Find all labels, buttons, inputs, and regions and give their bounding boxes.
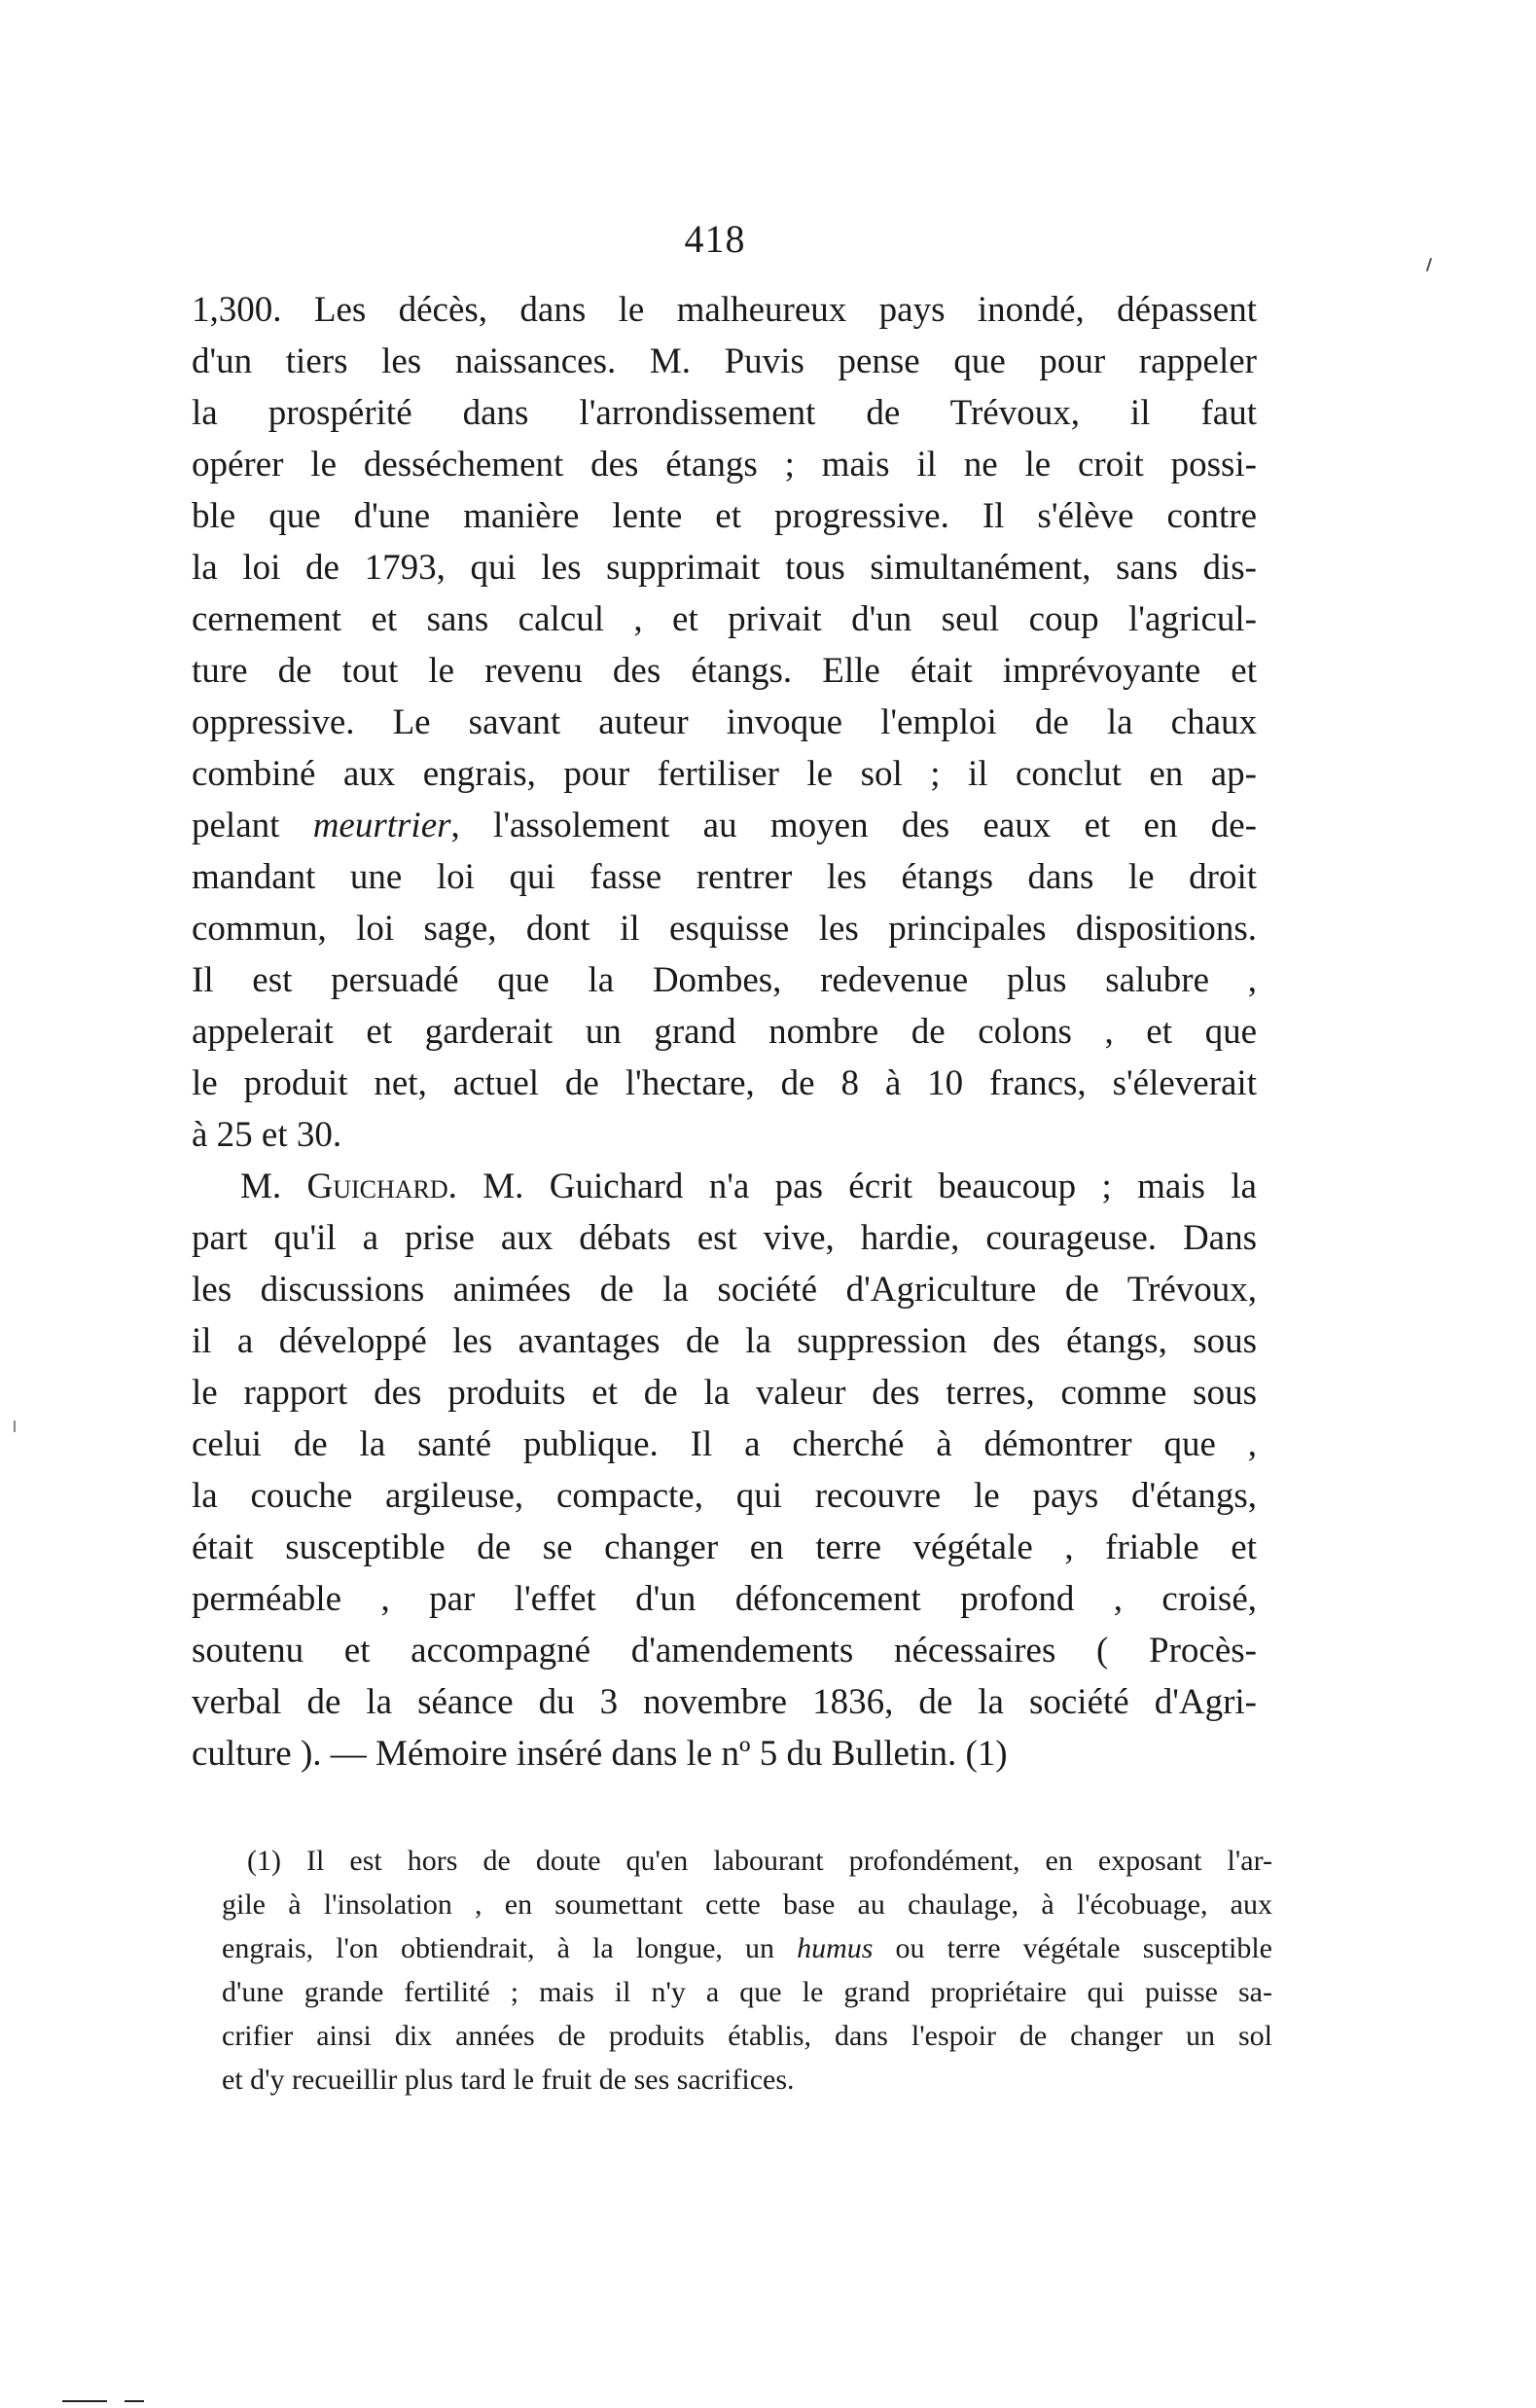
- text-line: celui de la santé publique. Il a cherché à démontrer que ,: [192, 1424, 1257, 1464]
- text-line: à 25 et 30.: [192, 1115, 342, 1155]
- text-line: commun, loi sage, dont il esquisse les principales dispositions.: [192, 909, 1257, 949]
- footnote-line: et d'y recueillir plus tard le fruit de ses sacrifices.: [222, 2064, 795, 2096]
- footnote: [222, 1839, 1272, 2102]
- text-line: part qu'il a prise aux débats est vive, hardie, courageuse. Dans: [192, 1218, 1257, 1258]
- text-line: [192, 800, 1257, 851]
- text-line: combiné aux engrais, pour fertiliser le sol ; il conclut en ap-: [192, 754, 1257, 794]
- text-line: le rapport des produits et de la valeur des terres, comme sous: [192, 1373, 1257, 1413]
- text-line: il a développé les avantages de la suppression des étangs, sous: [192, 1321, 1257, 1361]
- text-line: cernement et sans calcul , et privait d'un seul coup l'agricul-: [192, 599, 1257, 639]
- footnote-line: gile à l'insolation , en soumettant cette base au chaulage, à l'écobuage, aux: [222, 1888, 1272, 1921]
- text-line: le produit net, actuel de l'hectare, de 8 à 10 francs, s'éleverait: [192, 1063, 1257, 1103]
- scan-mark: [14, 1420, 16, 1432]
- text-span: ou terre végétale susceptible: [873, 1932, 1273, 1964]
- text-line: opérer le desséchement des étangs ; mais il ne le croit possi-: [192, 445, 1257, 485]
- text-line: mandant une loi qui fasse rentrer les étangs dans le droit: [192, 857, 1257, 897]
- text-span: pelant: [192, 806, 313, 845]
- body-text: [192, 284, 1257, 1779]
- italic-term: meurtrier: [312, 806, 451, 845]
- footnote-line: [222, 1926, 1272, 1970]
- text-line: culture ). — Mémoire inséré dans le nº 5 du Bulletin. (1): [192, 1734, 1008, 1774]
- footnote-line: (1) Il est hors de doute qu'en labourant profondément, en exposant l'ar-: [247, 1845, 1272, 1877]
- paragraph-start: [192, 1161, 1257, 1212]
- text-line: la couche argileuse, compacte, qui recouvre le pays d'étangs,: [192, 1476, 1257, 1516]
- text-line: 1,300. Les décès, dans le malheureux pays inondé, dépassent: [192, 290, 1257, 330]
- scan-mark: [125, 2400, 144, 2402]
- text-span: M. Guichard n'a pas écrit beaucoup ; mais la: [456, 1167, 1257, 1206]
- footnote-line: d'une grande fertilité ; mais il n'y a que le grand propriétaire qui puisse sa-: [222, 1976, 1272, 2008]
- text-span: , l'assolement au moyen des eaux et en de-: [450, 806, 1257, 845]
- text-line: appelerait et garderait un grand nombre de colons , et que: [192, 1012, 1257, 1052]
- footnote-line: crifier ainsi dix années de produits établis, dans l'espoir de changer un sol: [222, 2020, 1272, 2052]
- text-line: la loi de 1793, qui les supprimait tous simultanément, sans dis-: [192, 548, 1257, 588]
- text-line: était susceptible de se changer en terre végétale , friable et: [192, 1527, 1257, 1567]
- person-name: M. Guichard.: [240, 1167, 457, 1206]
- text-line: verbal de la séance du 3 novembre 1836, de la société d'Agri-: [192, 1682, 1257, 1722]
- text-line: oppressive. Le savant auteur invoque l'emploi de la chaux: [192, 702, 1257, 742]
- text-line: ture de tout le revenu des étangs. Elle était imprévoyante et: [192, 651, 1257, 691]
- text-line: d'un tiers les naissances. M. Puvis pense que pour rappeler: [192, 341, 1257, 381]
- text-line: la prospérité dans l'arrondissement de Trévoux, il faut: [192, 393, 1257, 433]
- text-line: perméable , par l'effet d'un défoncement profond , croisé,: [192, 1579, 1257, 1619]
- text-line: Il est persuadé que la Dombes, redevenue plus salubre ,: [192, 960, 1257, 1000]
- text-line: les discussions animées de la société d'Agriculture de Trévoux,: [192, 1270, 1257, 1310]
- page-number: 418: [684, 217, 746, 261]
- scan-mark: [62, 2400, 107, 2402]
- text-line: soutenu et accompagné d'amendements nécessaires ( Procès-: [192, 1631, 1257, 1671]
- text-span: engrais, l'on obtiendrait, à la longue, un: [222, 1932, 798, 1964]
- text-line: ble que d'une manière lente et progressive. Il s'élève contre: [192, 496, 1257, 536]
- italic-term: humus: [797, 1932, 874, 1964]
